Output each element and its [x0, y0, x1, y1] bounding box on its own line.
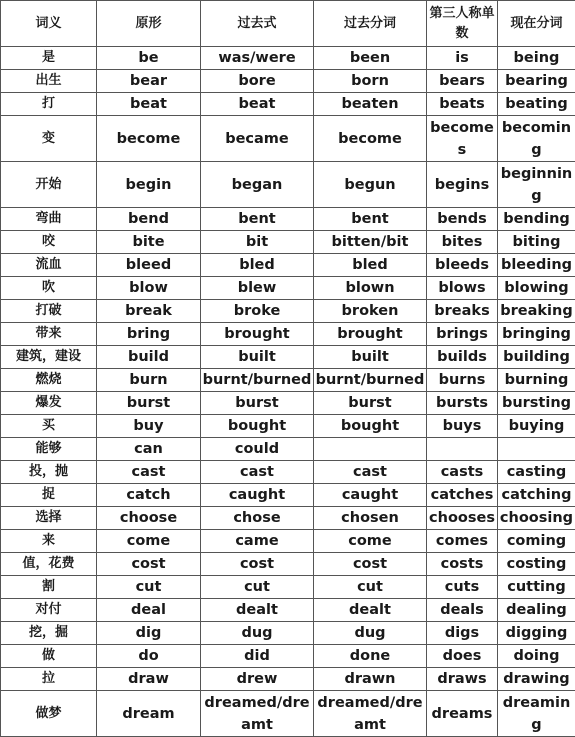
cell-present-participle: bearing	[498, 70, 575, 93]
cell-third-person: bursts	[427, 392, 498, 415]
header-present-participle: 现在分词	[498, 1, 575, 47]
cell-meaning: 带来	[1, 323, 97, 346]
cell-base-form: draw	[97, 668, 201, 691]
cell-base-form: cast	[97, 461, 201, 484]
cell-past-participle: bent	[314, 208, 427, 231]
cell-past-participle: broken	[314, 300, 427, 323]
cell-past-participle: dreamed/dreamt	[314, 691, 427, 737]
cell-base-form: cut	[97, 576, 201, 599]
cell-past-tense: built	[201, 346, 314, 369]
cell-present-participle: bringing	[498, 323, 575, 346]
table-row	[1, 691, 575, 737]
cell-present-participle	[498, 438, 575, 461]
cell-base-form: become	[97, 116, 201, 162]
cell-base-form: do	[97, 645, 201, 668]
cell-base-form: catch	[97, 484, 201, 507]
cell-present-participle: becoming	[498, 116, 575, 162]
cell-past-participle: blown	[314, 277, 427, 300]
cell-past-tense: broke	[201, 300, 314, 323]
cell-meaning: 买	[1, 415, 97, 438]
cell-present-participle: beating	[498, 93, 575, 116]
cell-past-tense: burnt/burned	[201, 369, 314, 392]
table-row	[1, 369, 575, 392]
cell-third-person: cuts	[427, 576, 498, 599]
cell-meaning: 能够	[1, 438, 97, 461]
cell-meaning: 割	[1, 576, 97, 599]
table-row	[1, 254, 575, 277]
table-row	[1, 599, 575, 622]
cell-base-form: burst	[97, 392, 201, 415]
cell-base-form: be	[97, 47, 201, 70]
table-row	[1, 300, 575, 323]
cell-base-form: bite	[97, 231, 201, 254]
cell-present-participle: breaking	[498, 300, 575, 323]
cell-present-participle: bleeding	[498, 254, 575, 277]
header-third-person-singular: 第三人称单数	[427, 1, 498, 47]
cell-third-person: catches	[427, 484, 498, 507]
cell-past-participle: brought	[314, 323, 427, 346]
cell-present-participle: choosing	[498, 507, 575, 530]
table-row	[1, 484, 575, 507]
cell-past-participle: burnt/burned	[314, 369, 427, 392]
cell-past-tense: became	[201, 116, 314, 162]
cell-meaning: 捉	[1, 484, 97, 507]
table-row	[1, 208, 575, 231]
cell-meaning: 燃烧	[1, 369, 97, 392]
cell-past-participle: dug	[314, 622, 427, 645]
cell-base-form: choose	[97, 507, 201, 530]
cell-past-participle: cost	[314, 553, 427, 576]
cell-base-form: build	[97, 346, 201, 369]
cell-base-form: cost	[97, 553, 201, 576]
table-row	[1, 576, 575, 599]
cell-third-person: becomes	[427, 116, 498, 162]
cell-third-person: draws	[427, 668, 498, 691]
cell-past-participle: been	[314, 47, 427, 70]
cell-third-person	[427, 438, 498, 461]
cell-present-participle: catching	[498, 484, 575, 507]
cell-third-person: burns	[427, 369, 498, 392]
cell-past-tense: bought	[201, 415, 314, 438]
cell-present-participle: blowing	[498, 277, 575, 300]
cell-third-person: bears	[427, 70, 498, 93]
cell-present-participle: dealing	[498, 599, 575, 622]
cell-past-tense: could	[201, 438, 314, 461]
cell-present-participle: bending	[498, 208, 575, 231]
cell-past-tense: beat	[201, 93, 314, 116]
cell-meaning: 投，抛	[1, 461, 97, 484]
cell-third-person: beats	[427, 93, 498, 116]
table-row	[1, 415, 575, 438]
cell-past-tense: began	[201, 162, 314, 208]
cell-past-participle: begun	[314, 162, 427, 208]
cell-past-tense: bore	[201, 70, 314, 93]
cell-meaning: 做梦	[1, 691, 97, 737]
cell-past-participle: done	[314, 645, 427, 668]
cell-third-person: brings	[427, 323, 498, 346]
cell-meaning: 值，花费	[1, 553, 97, 576]
table-row	[1, 47, 575, 70]
cell-base-form: buy	[97, 415, 201, 438]
header-meaning: 词义	[1, 1, 97, 47]
cell-meaning: 挖，掘	[1, 622, 97, 645]
cell-meaning: 是	[1, 47, 97, 70]
cell-meaning: 做	[1, 645, 97, 668]
table-row	[1, 530, 575, 553]
cell-third-person: bends	[427, 208, 498, 231]
cell-third-person: chooses	[427, 507, 498, 530]
cell-meaning: 来	[1, 530, 97, 553]
table-row	[1, 162, 575, 208]
cell-past-tense: cut	[201, 576, 314, 599]
table-row	[1, 622, 575, 645]
cell-present-participle: cutting	[498, 576, 575, 599]
cell-present-participle: digging	[498, 622, 575, 645]
cell-past-tense: bit	[201, 231, 314, 254]
cell-third-person: comes	[427, 530, 498, 553]
cell-past-tense: bled	[201, 254, 314, 277]
cell-present-participle: casting	[498, 461, 575, 484]
cell-past-tense: bent	[201, 208, 314, 231]
cell-past-participle: bitten/bit	[314, 231, 427, 254]
cell-third-person: bleeds	[427, 254, 498, 277]
table-row	[1, 438, 575, 461]
cell-present-participle: beginning	[498, 162, 575, 208]
cell-base-form: break	[97, 300, 201, 323]
cell-past-participle: built	[314, 346, 427, 369]
cell-base-form: bleed	[97, 254, 201, 277]
table-body	[1, 47, 575, 737]
cell-present-participle: coming	[498, 530, 575, 553]
cell-meaning: 变	[1, 116, 97, 162]
cell-past-tense: was/were	[201, 47, 314, 70]
cell-past-tense: burst	[201, 392, 314, 415]
cell-base-form: can	[97, 438, 201, 461]
cell-base-form: bend	[97, 208, 201, 231]
cell-third-person: builds	[427, 346, 498, 369]
cell-meaning: 打	[1, 93, 97, 116]
cell-past-tense: dealt	[201, 599, 314, 622]
table-row	[1, 645, 575, 668]
cell-past-tense: dug	[201, 622, 314, 645]
table-row	[1, 116, 575, 162]
cell-third-person: buys	[427, 415, 498, 438]
header-past-tense: 过去式	[201, 1, 314, 47]
table-row	[1, 70, 575, 93]
table-row	[1, 231, 575, 254]
cell-past-tense: did	[201, 645, 314, 668]
cell-third-person: bites	[427, 231, 498, 254]
cell-past-participle: dealt	[314, 599, 427, 622]
table-row	[1, 668, 575, 691]
cell-past-tense: chose	[201, 507, 314, 530]
cell-base-form: deal	[97, 599, 201, 622]
cell-present-participle: being	[498, 47, 575, 70]
cell-third-person: begins	[427, 162, 498, 208]
cell-meaning: 建筑，建设	[1, 346, 97, 369]
cell-past-tense: dreamed/dreamt	[201, 691, 314, 737]
cell-past-tense: drew	[201, 668, 314, 691]
cell-past-tense: cast	[201, 461, 314, 484]
cell-present-participle: bursting	[498, 392, 575, 415]
cell-present-participle: biting	[498, 231, 575, 254]
cell-past-participle: bled	[314, 254, 427, 277]
cell-past-participle: caught	[314, 484, 427, 507]
cell-base-form: beat	[97, 93, 201, 116]
cell-meaning: 咬	[1, 231, 97, 254]
table-row	[1, 346, 575, 369]
cell-meaning: 爆发	[1, 392, 97, 415]
cell-past-tense: brought	[201, 323, 314, 346]
cell-past-tense: caught	[201, 484, 314, 507]
cell-present-participle: burning	[498, 369, 575, 392]
cell-past-participle	[314, 438, 427, 461]
cell-past-tense: cost	[201, 553, 314, 576]
header-past-participle: 过去分词	[314, 1, 427, 47]
cell-meaning: 开始	[1, 162, 97, 208]
table-row	[1, 323, 575, 346]
cell-present-participle: dreaming	[498, 691, 575, 737]
cell-present-participle: drawing	[498, 668, 575, 691]
cell-past-tense: blew	[201, 277, 314, 300]
cell-past-participle: born	[314, 70, 427, 93]
cell-third-person: is	[427, 47, 498, 70]
header-base-form: 原形	[97, 1, 201, 47]
cell-base-form: dream	[97, 691, 201, 737]
cell-present-participle: buying	[498, 415, 575, 438]
cell-base-form: blow	[97, 277, 201, 300]
cell-past-tense: came	[201, 530, 314, 553]
cell-third-person: digs	[427, 622, 498, 645]
cell-meaning: 拉	[1, 668, 97, 691]
cell-past-participle: cut	[314, 576, 427, 599]
cell-third-person: deals	[427, 599, 498, 622]
cell-third-person: costs	[427, 553, 498, 576]
cell-base-form: begin	[97, 162, 201, 208]
cell-present-participle: costing	[498, 553, 575, 576]
table-row	[1, 507, 575, 530]
header-row	[1, 1, 575, 47]
cell-base-form: dig	[97, 622, 201, 645]
cell-base-form: bear	[97, 70, 201, 93]
cell-meaning: 选择	[1, 507, 97, 530]
cell-base-form: burn	[97, 369, 201, 392]
cell-past-participle: chosen	[314, 507, 427, 530]
cell-past-participle: burst	[314, 392, 427, 415]
table-row	[1, 93, 575, 116]
cell-past-participle: become	[314, 116, 427, 162]
cell-past-participle: drawn	[314, 668, 427, 691]
cell-past-participle: cast	[314, 461, 427, 484]
table-row	[1, 392, 575, 415]
cell-third-person: breaks	[427, 300, 498, 323]
cell-meaning: 出生	[1, 70, 97, 93]
cell-past-participle: bought	[314, 415, 427, 438]
table-row	[1, 461, 575, 484]
cell-past-participle: come	[314, 530, 427, 553]
cell-third-person: casts	[427, 461, 498, 484]
cell-third-person: dreams	[427, 691, 498, 737]
cell-third-person: does	[427, 645, 498, 668]
cell-present-participle: doing	[498, 645, 575, 668]
cell-present-participle: building	[498, 346, 575, 369]
cell-meaning: 流血	[1, 254, 97, 277]
cell-meaning: 对付	[1, 599, 97, 622]
cell-base-form: bring	[97, 323, 201, 346]
cell-meaning: 吹	[1, 277, 97, 300]
cell-meaning: 弯曲	[1, 208, 97, 231]
cell-meaning: 打破	[1, 300, 97, 323]
cell-past-participle: beaten	[314, 93, 427, 116]
cell-third-person: blows	[427, 277, 498, 300]
table-row	[1, 553, 575, 576]
cell-base-form: come	[97, 530, 201, 553]
table-row	[1, 277, 575, 300]
